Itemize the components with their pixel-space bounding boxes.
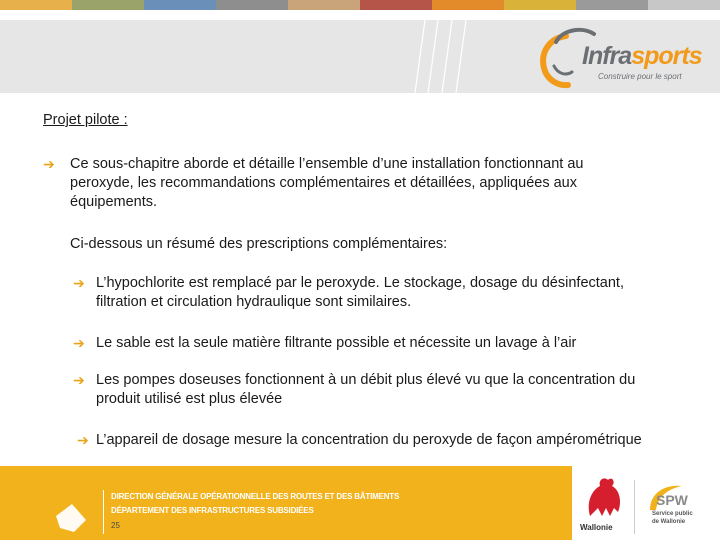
footer-logo-separator: [634, 480, 635, 534]
arrow-bullet-icon: ➔: [73, 372, 85, 388]
bullet-item: [96, 274, 624, 312]
arrow-bullet-icon: ➔: [73, 275, 85, 291]
arrow-bullet-icon: ➔: [73, 335, 85, 351]
bullet-item: [96, 334, 576, 353]
arrow-bullet-icon: ➔: [77, 432, 89, 448]
slide-heading: Projet pilote :: [43, 112, 128, 128]
intro-line: peroxyde, les recommandations complémentaires et détaillées, appliquées aux: [70, 175, 577, 191]
bullet-line: Le sable est la seule matière filtrante possible et nécessite un lavage à l’air: [96, 335, 577, 351]
intro-paragraph: [70, 155, 583, 212]
bullet-line: L’appareil de dosage mesure la concentration du peroxyde de façon ampérométrique: [96, 432, 642, 448]
wallonie-rooster-icon: [580, 472, 626, 522]
logo-tagline: Construire pour le sport: [598, 72, 682, 81]
spw-label: SPW: [656, 492, 688, 508]
bullet-item: [96, 431, 642, 450]
footer-band: [0, 466, 720, 540]
wallonie-label: Wallonie: [580, 523, 613, 532]
logo-wordmark-part1: Infra: [582, 42, 632, 70]
bullet-line: filtration et circulation hydraulique sont similaires.: [96, 294, 412, 310]
arrow-bullet-icon: ➔: [43, 156, 55, 172]
page-number: 25: [111, 521, 120, 530]
intro-line: Ce sous-chapitre aborde et détaille l’ensemble d’une installation fonctionnant au: [70, 156, 584, 172]
footer-divider: [103, 490, 104, 534]
bullet-line: L’hypochlorite est remplacé par le peroxyde. Le stockage, dosage du désinfectant,: [96, 275, 624, 291]
spw-subtitle-line2: de Wallonie: [652, 519, 686, 525]
spw-logo: [644, 484, 700, 524]
bullet-line: produit utilisé est plus élevée: [96, 391, 283, 407]
intro-line: équipements.: [70, 194, 158, 210]
spw-subtitle-line1: Service public: [652, 511, 693, 517]
summary-text: Ci-dessous un résumé des prescriptions complémentaires:: [70, 236, 448, 252]
footer-direction-text: DIRECTION GÉNÉRALE OPÉRATIONNELLE DES ROUTES ET DES BÂTIMENTS: [111, 492, 400, 501]
logo-wordmark-part2: sports: [631, 42, 702, 70]
bullet-item: [96, 371, 635, 409]
bullet-line: Les pompes doseuses fonctionnent à un débit plus élevé vu que la concentration du: [96, 372, 636, 388]
footer-department-text: DÉPARTEMENT DES INFRASTRUCTURES SUBSIDIÉES: [111, 506, 314, 515]
dgo-label: DGO 1: [73, 502, 89, 508]
